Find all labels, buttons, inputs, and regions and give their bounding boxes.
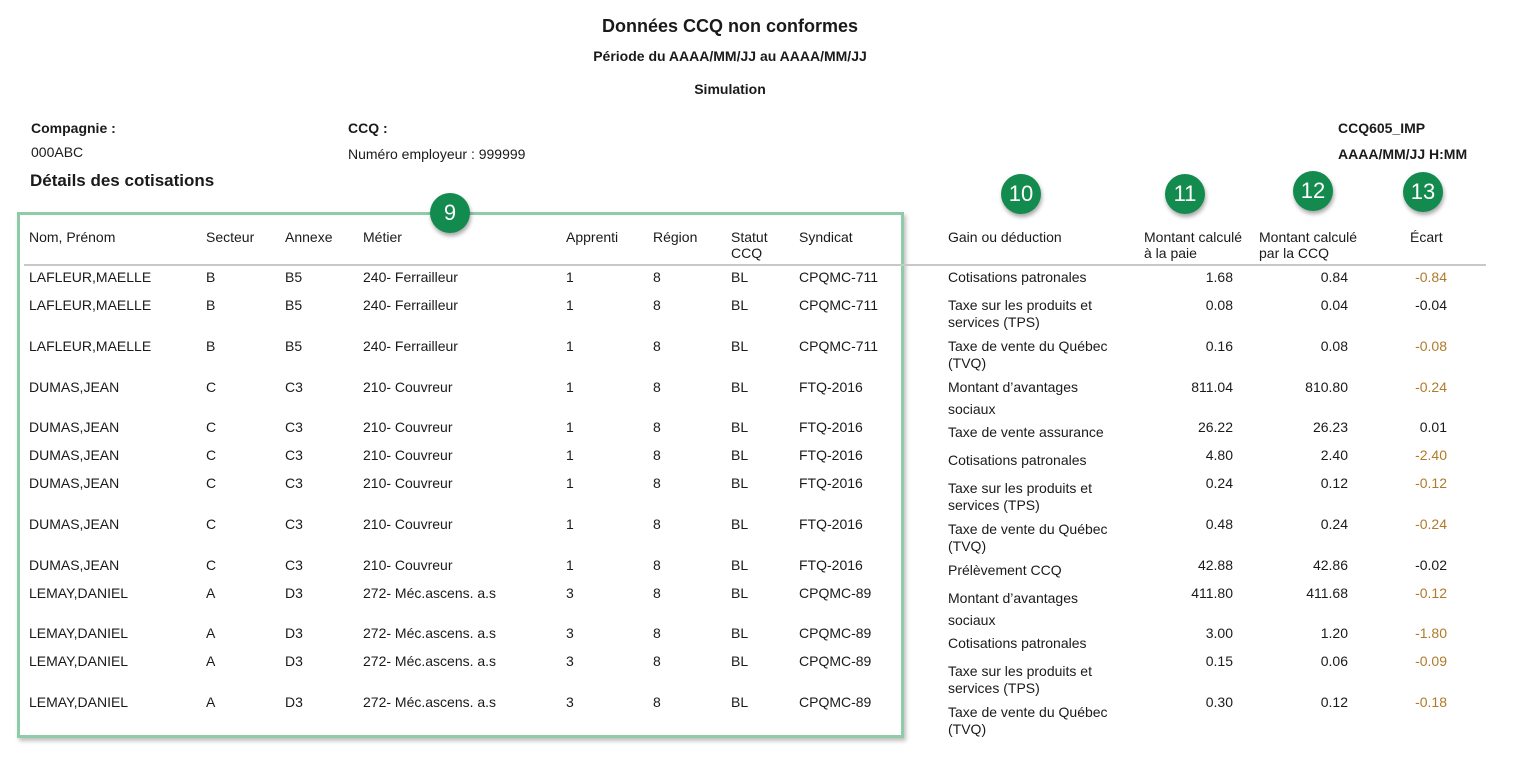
cell-pay-amount: 811.04 [1191,379,1233,395]
cell-pay-amount: 0.30 [1205,694,1233,710]
cell-name: LEMAY,DANIEL [29,585,129,601]
cell-status: BL [731,625,749,641]
cell-trade: 240- Ferrailleur [363,269,458,285]
cell-diff: -0.08 [1415,338,1447,354]
cell-diff: -0.24 [1415,379,1447,395]
cell-union: FTQ-2016 [799,516,863,532]
cell-gain-line2: services (TPS) [948,497,1040,513]
cell-status: BL [731,379,749,395]
cell-union: CPQMC-89 [799,625,872,641]
section-title: Détails des cotisations [30,171,215,190]
cell-gain-line2: sociaux [948,612,996,628]
col-header-ccq-amount [1259,229,1357,261]
col-header-sector: Secteur [206,229,255,245]
cell-pay-amount: 42.88 [1197,557,1233,573]
cell-gain [948,379,1078,418]
cell-gain-line2: services (TPS) [948,680,1040,696]
company-value: 000ABC [31,144,84,160]
cell-gain-line2: (TVQ) [948,355,987,371]
cell-annex: D3 [285,625,303,641]
cell-trade: 272- Méc.ascens. a.s [363,625,497,641]
cell-gain [948,452,1087,469]
cell-diff: -0.12 [1415,585,1447,601]
cell-gain [948,338,1108,372]
cell-ccq-amount: 2.40 [1320,447,1348,463]
cell-pay-amount: 411.80 [1191,585,1233,601]
cell-union: FTQ-2016 [799,557,863,573]
cell-name: LEMAY,DANIEL [29,653,129,669]
cell-apprentice: 3 [566,585,574,601]
cell-sector: C [206,447,217,463]
cell-ccq-amount: 0.24 [1320,516,1348,532]
col-header-diff: Écart [1410,229,1443,245]
cell-diff: -0.12 [1415,475,1447,491]
cell-region: 8 [653,475,661,491]
cell-gain [948,269,1087,286]
callout-badge-9: 9 [430,193,470,233]
cell-gain-line1: Taxe sur les produits et [948,480,1092,496]
cell-diff: -2.40 [1415,447,1447,463]
cell-annex: D3 [285,694,303,710]
cell-pay-amount: 1.68 [1205,269,1233,285]
cell-annex: D3 [285,653,303,669]
cell-sector: A [206,585,216,601]
cell-name: DUMAS,JEAN [29,516,120,532]
cell-diff: 0.01 [1419,419,1447,435]
col-header-pay-line1: Montant calculé [1144,229,1243,245]
cell-ccq-amount: 42.86 [1312,557,1348,573]
cell-gain [948,480,1092,514]
cell-pay-amount: 0.48 [1205,516,1233,532]
cell-annex: B5 [285,338,303,354]
cell-apprentice: 3 [566,694,574,710]
cell-gain [948,562,1062,579]
cell-sector: C [206,419,217,435]
cell-gain [948,704,1108,738]
cell-annex: D3 [285,585,303,601]
cell-gain-line1: Taxe de vente du Québec [948,704,1108,720]
cell-name: LAFLEUR,MAELLE [29,338,152,354]
cell-gain-line1: Taxe sur les produits et [948,297,1092,313]
cell-status: BL [731,475,749,491]
cell-apprentice: 1 [566,269,574,285]
header-divider [24,264,1486,266]
cell-pay-amount: 0.24 [1205,475,1233,491]
cell-region: 8 [653,516,661,532]
cell-name: LAFLEUR,MAELLE [29,297,152,313]
cell-region: 8 [653,419,661,435]
cell-gain [948,663,1092,697]
cell-trade: 272- Méc.ascens. a.s [363,653,497,669]
cell-pay-amount: 26.22 [1197,419,1233,435]
cell-sector: C [206,379,217,395]
cell-trade: 210- Couvreur [363,516,453,532]
cell-union: FTQ-2016 [799,419,863,435]
cell-gain-line1: Taxe de vente du Québec [948,521,1108,537]
col-header-gain: Gain ou déduction [948,229,1062,245]
cell-annex: C3 [285,557,303,573]
cell-gain-line1: Taxe de vente du Québec [948,338,1108,354]
cell-pay-amount: 0.15 [1205,653,1233,669]
cell-sector: A [206,625,216,641]
col-header-union: Syndicat [799,229,853,245]
cell-gain-line2: services (TPS) [948,314,1040,330]
cell-name: DUMAS,JEAN [29,379,120,395]
cell-trade: 210- Couvreur [363,419,453,435]
col-header-status-line2: CCQ [731,245,763,261]
cell-union: FTQ-2016 [799,475,863,491]
cell-gain [948,297,1092,331]
cell-gain-line1: Prélèvement CCQ [948,562,1062,578]
cell-pay-amount: 4.80 [1205,447,1233,463]
cell-apprentice: 1 [566,379,574,395]
cell-region: 8 [653,297,661,313]
cell-region: 8 [653,338,661,354]
cell-gain-line2: sociaux [948,401,996,417]
cell-union: CPQMC-89 [799,694,872,710]
ccq-label: CCQ : [348,120,388,136]
report-period: Période du AAAA/MM/JJ au AAAA/MM/JJ [593,48,867,64]
cell-union: CPQMC-711 [799,269,879,285]
cell-ccq-amount: 0.06 [1320,653,1348,669]
cell-status: BL [731,585,749,601]
cell-trade: 210- Couvreur [363,475,453,491]
cell-ccq-amount: 0.04 [1320,297,1348,313]
cell-pay-amount: 0.08 [1205,297,1233,313]
col-header-name: Nom, Prénom [29,229,116,245]
col-header-pay-line2: à la paie [1144,245,1197,261]
cell-union: CPQMC-89 [799,653,872,669]
cell-name: DUMAS,JEAN [29,447,120,463]
cell-sector: C [206,557,217,573]
cell-region: 8 [653,447,661,463]
cell-ccq-amount: 1.20 [1320,625,1348,641]
cell-apprentice: 3 [566,625,574,641]
cell-diff: -0.24 [1415,516,1447,532]
cell-region: 8 [653,379,661,395]
cell-gain [948,521,1108,555]
cell-sector: C [206,516,217,532]
cell-apprentice: 1 [566,297,574,313]
report-code: CCQ605_IMP [1338,120,1426,136]
col-header-status [731,229,768,261]
cell-diff: -1.80 [1415,625,1447,641]
cell-annex: C3 [285,379,303,395]
cell-region: 8 [653,269,661,285]
cell-union: FTQ-2016 [799,447,863,463]
cell-apprentice: 1 [566,516,574,532]
cell-status: BL [731,653,749,669]
cell-trade: 210- Couvreur [363,447,453,463]
cell-status: BL [731,516,749,532]
col-header-region: Région [653,229,698,245]
cell-annex: C3 [285,447,303,463]
cell-ccq-amount: 0.12 [1320,694,1348,710]
cell-gain [948,635,1087,652]
cell-gain-line2: (TVQ) [948,721,987,737]
cell-gain [948,424,1104,441]
cell-trade: 210- Couvreur [363,557,453,573]
cell-gain-line1: Taxe sur les produits et [948,663,1092,679]
cell-status: BL [731,338,749,354]
report-mode: Simulation [694,81,766,97]
cell-status: BL [731,557,749,573]
report-title: Données CCQ non conformes [601,16,859,36]
cell-gain-line1: Cotisations patronales [948,635,1087,651]
cell-diff: -0.18 [1415,694,1447,710]
cell-gain-line1: Taxe de vente assurance [948,424,1104,440]
callout-badge-12: 12 [1293,171,1333,211]
cell-annex: C3 [285,419,303,435]
col-header-ccq-line2: par la CCQ [1259,245,1330,261]
cell-region: 8 [653,694,661,710]
cell-diff: -0.09 [1415,653,1447,669]
cell-name: LEMAY,DANIEL [29,694,129,710]
cell-name: LAFLEUR,MAELLE [29,269,152,285]
col-header-pay-amount [1144,229,1242,261]
cell-region: 8 [653,625,661,641]
cell-trade: 210- Couvreur [363,379,453,395]
employer-number: Numéro employeur : 999999 [348,146,526,162]
cell-gain [948,590,1078,629]
callout-badge-13: 13 [1403,172,1443,212]
cell-diff: -0.02 [1415,557,1447,573]
cell-trade: 272- Méc.ascens. a.s [363,585,497,601]
cell-trade: 240- Ferrailleur [363,338,458,354]
cell-ccq-amount: 0.08 [1320,338,1348,354]
cell-annex: C3 [285,475,303,491]
cell-apprentice: 3 [566,653,574,669]
cell-sector: A [206,694,216,710]
col-header-annex: Annexe [285,229,333,245]
cell-apprentice: 1 [566,475,574,491]
cell-ccq-amount: 0.12 [1320,475,1348,491]
cell-gain-line1: Montant d’avantages [948,590,1078,606]
cell-status: BL [731,447,749,463]
cell-apprentice: 1 [566,338,574,354]
cell-annex: B5 [285,297,303,313]
cell-gain-line1: Cotisations patronales [948,452,1087,468]
cell-status: BL [731,419,749,435]
callout-badge-11: 11 [1165,174,1205,214]
cell-gain-line1: Cotisations patronales [948,269,1087,285]
col-header-ccq-line1: Montant calculé [1259,229,1358,245]
cell-name: DUMAS,JEAN [29,419,120,435]
cell-union: CPQMC-711 [799,338,879,354]
col-header-trade: Métier [363,229,402,245]
cell-union: CPQMC-711 [799,297,879,313]
cell-annex: C3 [285,516,303,532]
col-header-apprentice: Apprenti [566,229,619,245]
col-header-status-line1: Statut [731,229,768,245]
cell-status: BL [731,694,749,710]
cell-name: LEMAY,DANIEL [29,625,129,641]
company-label: Compagnie : [31,120,116,136]
cell-region: 8 [653,653,661,669]
cell-ccq-amount: 0.84 [1320,269,1348,285]
cell-apprentice: 1 [566,557,574,573]
cell-pay-amount: 0.16 [1205,338,1233,354]
cell-apprentice: 1 [566,447,574,463]
cell-trade: 240- Ferrailleur [363,297,458,313]
cell-name: DUMAS,JEAN [29,557,120,573]
cell-diff: -0.84 [1415,269,1447,285]
cell-region: 8 [653,585,661,601]
cell-sector: B [206,338,216,354]
report-datetime: AAAA/MM/JJ H:MM [1338,146,1468,162]
cell-sector: A [206,653,216,669]
callout-badge-10: 10 [1001,174,1041,214]
cell-apprentice: 1 [566,419,574,435]
cell-ccq-amount: 411.68 [1306,585,1348,601]
cell-diff: -0.04 [1415,297,1447,313]
cell-union: FTQ-2016 [799,379,863,395]
cell-status: BL [731,297,749,313]
cell-pay-amount: 3.00 [1205,625,1233,641]
cell-annex: B5 [285,269,303,285]
cell-sector: B [206,297,216,313]
cell-sector: C [206,475,217,491]
cell-gain-line2: (TVQ) [948,538,987,554]
cell-ccq-amount: 810.80 [1305,379,1348,395]
cell-status: BL [731,269,749,285]
cell-region: 8 [653,557,661,573]
cell-union: CPQMC-89 [799,585,872,601]
cell-ccq-amount: 26.23 [1312,419,1348,435]
cell-gain-line1: Montant d’avantages [948,379,1078,395]
cell-sector: B [206,269,216,285]
cell-trade: 272- Méc.ascens. a.s [363,694,497,710]
cell-name: DUMAS,JEAN [29,475,120,491]
